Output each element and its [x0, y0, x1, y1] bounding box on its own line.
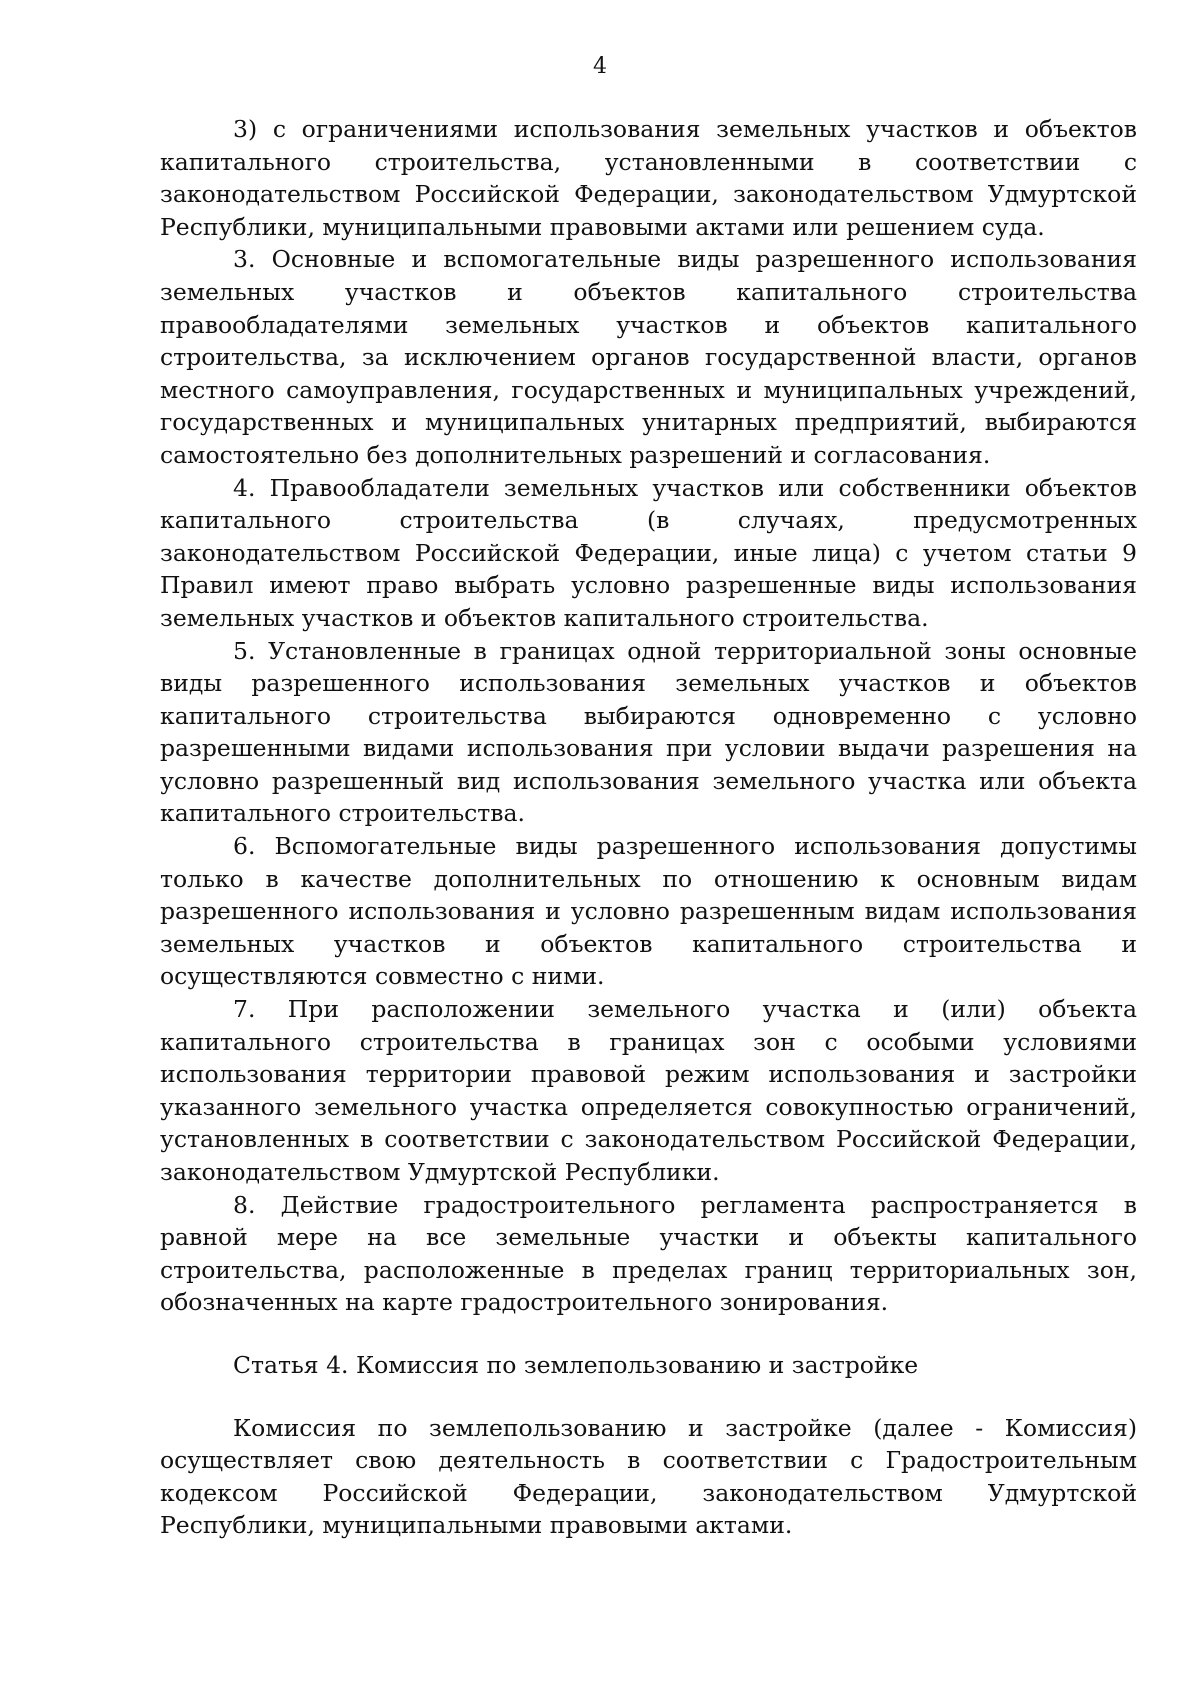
paragraph-8: 8. Действие градостроительного регламента распространяется в равной мере на все земельные участки и объекты капитального строительства, расположенные в пределах границ территориальных зон, обозначенных на карте градостроительного зонирования.	[160, 1190, 1137, 1317]
paragraph-3: 3. Основные и вспомогательные виды разрешенного использования земельных участков и объектов капитального строительства правообладателями земельных участков и объектов капитального строительства, за исключением органов государственной власти, органов местного самоуправления, государственных и муниципальных учреждений, государственных и муниципальных унитарных предприятий, выбираются самостоятельно без дополнительных разрешений и согласования.	[160, 245, 1137, 469]
paragraph-4: 4. Правообладатели земельных участков или собственники объектов капитального строительства (в случаях, предусмотренных законодательством Российской Федерации, иные лица) с учетом статьи 9 Правил имеют право выбрать условно разрешенные виды использования земельных участков и объектов капитального строительства.	[160, 473, 1137, 632]
article-paragraph: Комиссия по землепользованию и застройке (далее - Комиссия) осуществляет свою деятельность в соответствии с Градостроительным кодексом Российской Федерации, законодательством Удмуртской Республики, муниципальными правовыми актами.	[160, 1413, 1137, 1540]
document-body	[160, 113, 1137, 1542]
paragraph-5: 5. Установленные в границах одной территориальной зоны основные виды разрешенного использования земельных участков и объектов капитального строительства выбираются одновременно с условно разрешенными видами использования при условии выдачи разрешения на условно разрешенный вид использования земельного участка или объекта капитального строительства.	[160, 636, 1137, 828]
paragraph-6: 6. Вспомогательные виды разрешенного использования допустимы только в качестве дополнительных по отношению к основным видам разрешенного использования и условно разрешенным видам использования земельных участков и объектов капитального строительства и осуществляются совместно с ними.	[160, 832, 1137, 991]
paragraph-7: 7. При расположении земельного участка и (или) объекта капитального строительства в границах зон с особыми условиями использования территории правовой режим использования и застройки указанного земельного участка определяется совокупностью ограничений, установленных в соответствии с законодательством Российской Федерации, законодательством Удмуртской Республики.	[160, 995, 1137, 1186]
paragraph-item-3-3: 3) с ограничениями использования земельных участков и объектов капитального строительства, установленными в соответствии с законодательством Российской Федерации, законодательством Удмуртской Республики, муниципальными правовыми актами или решением суда.	[160, 115, 1137, 241]
article-title: Статья 4. Комиссия по землепользованию и застройке	[233, 1350, 919, 1379]
page-number: 4	[593, 54, 607, 79]
